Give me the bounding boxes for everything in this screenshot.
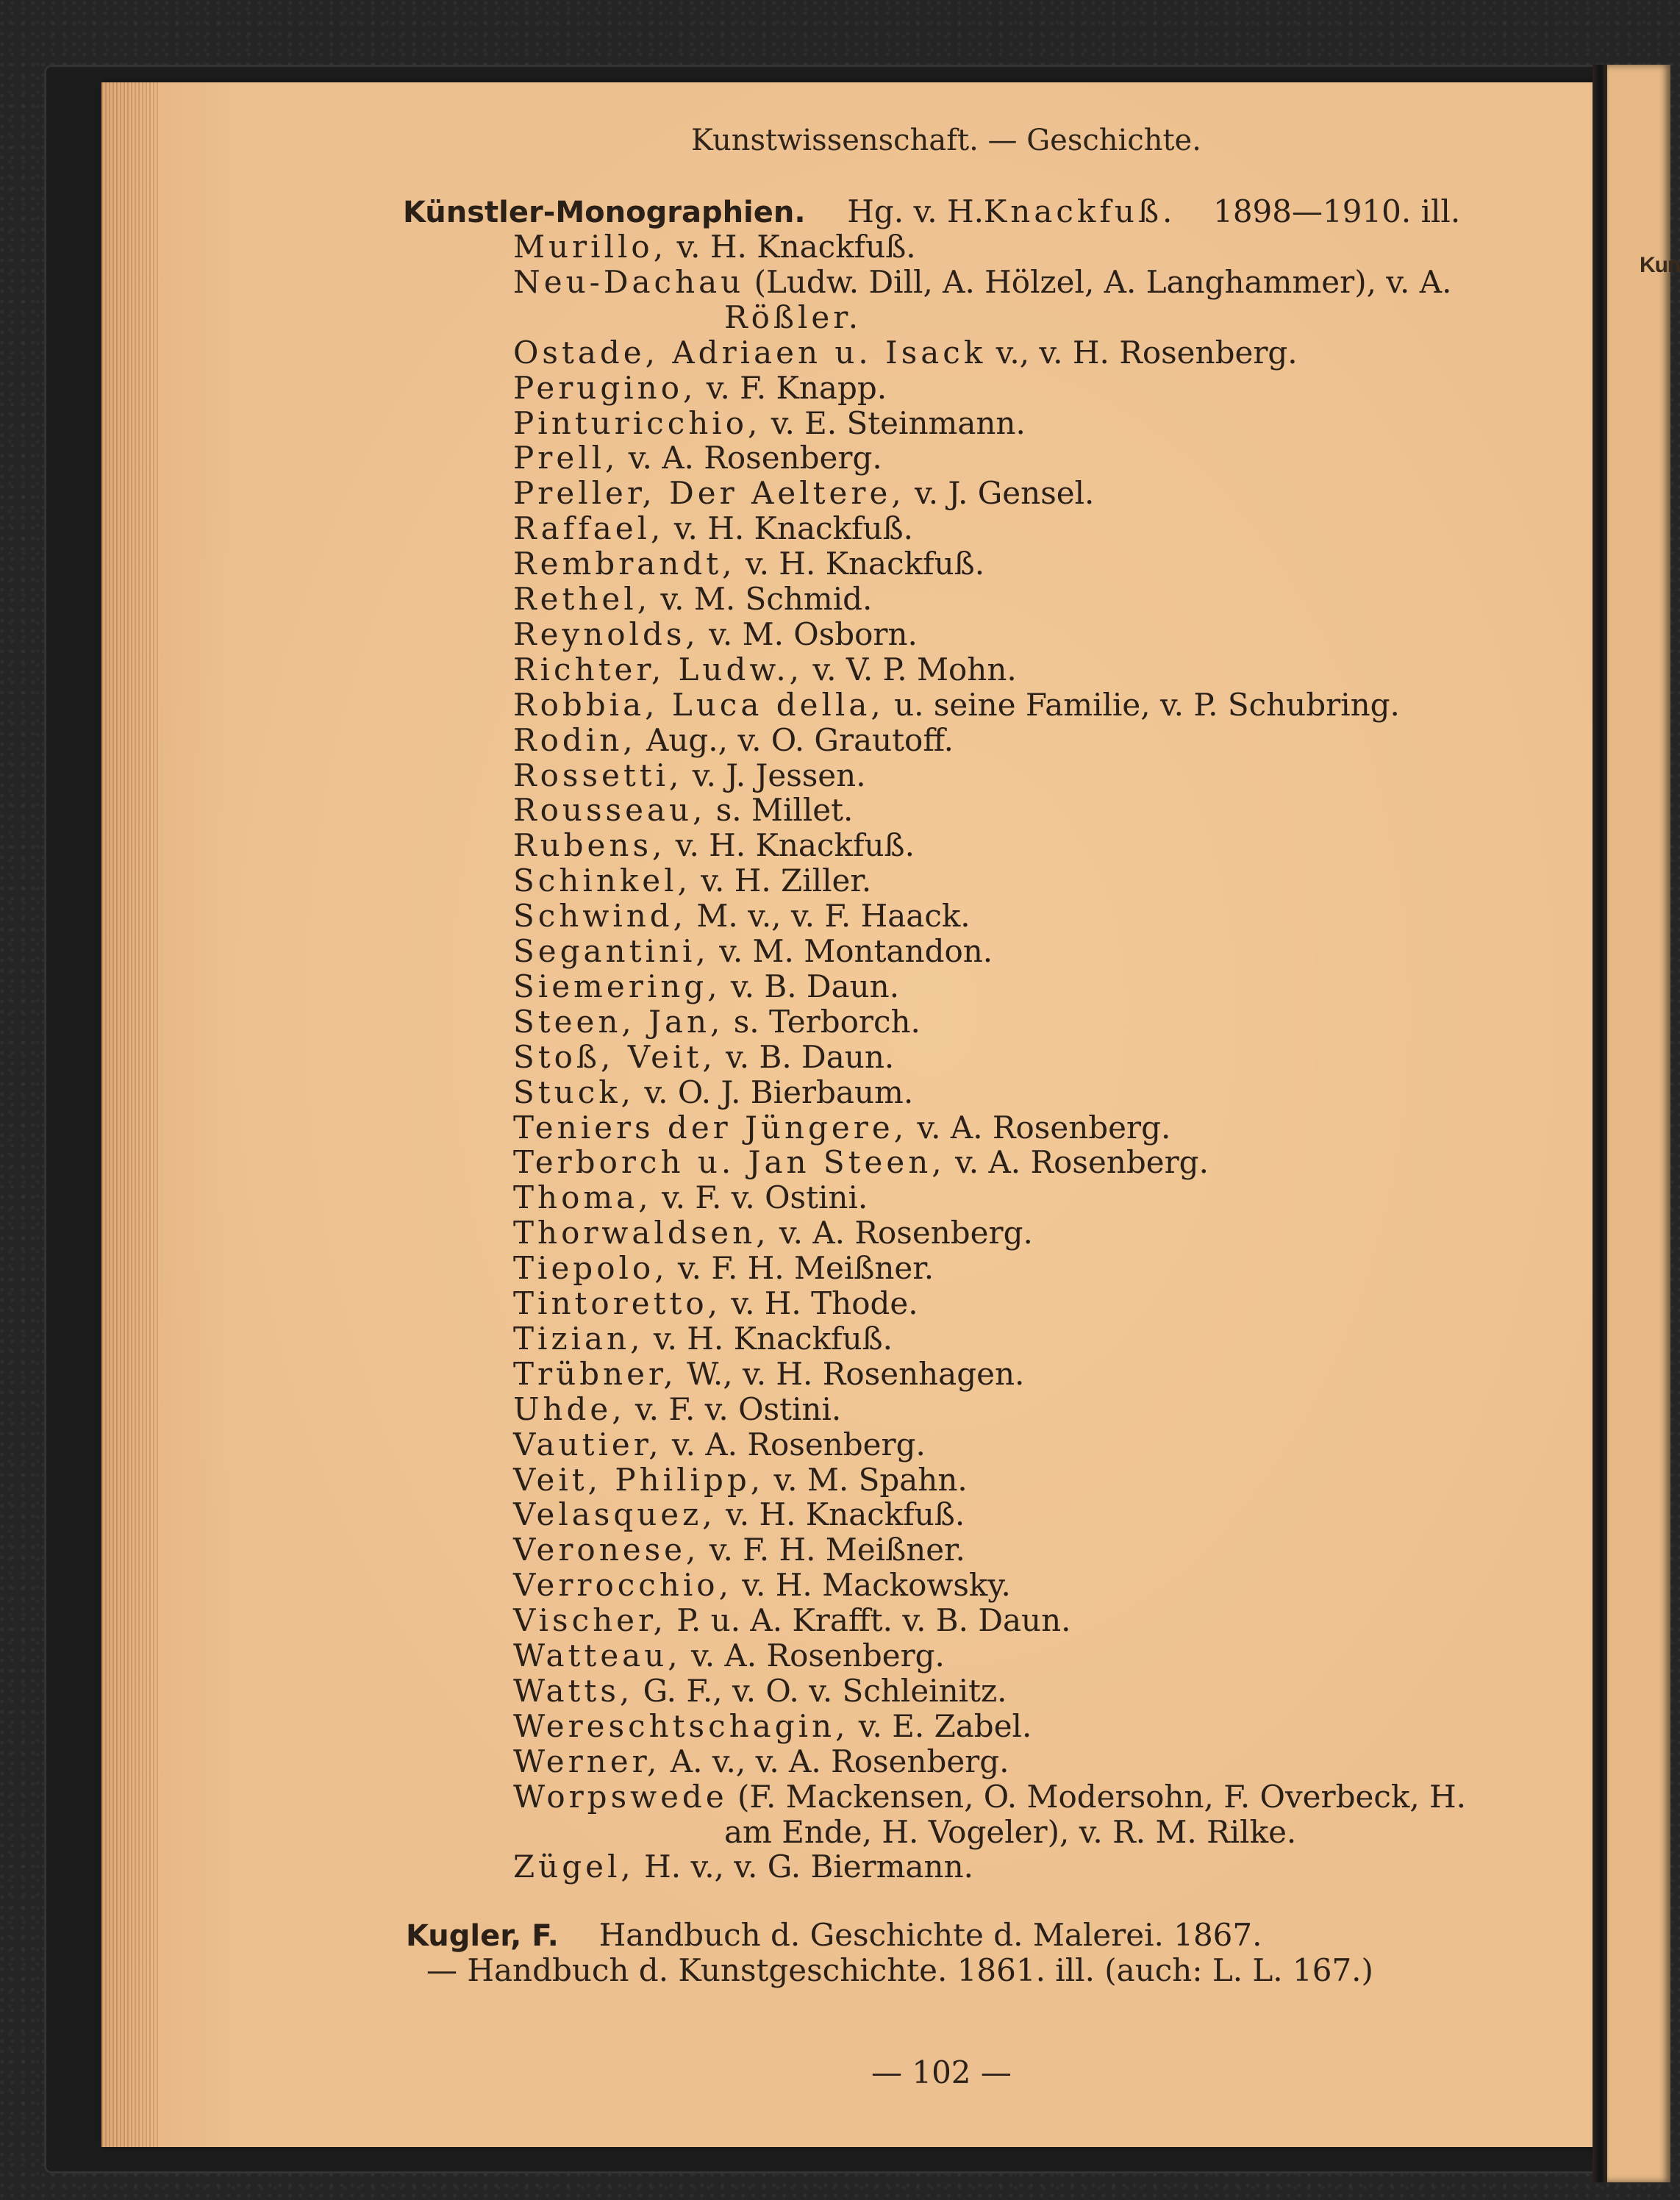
page-edges xyxy=(101,82,160,2147)
entry-author: v. B. Daun. xyxy=(730,968,900,1004)
entry-author: M. v., v. F. Haack. xyxy=(696,898,971,934)
entry-author: v. F. H. Meißner. xyxy=(677,1250,934,1286)
entry-artist: Veit, Philipp, xyxy=(513,1462,765,1498)
entry-author: v. J. Gensel. xyxy=(915,475,1095,511)
entry-artist: Rubens, xyxy=(513,827,666,863)
entry-artist: Schwind, xyxy=(513,898,687,934)
entry-artist: Velasquez, xyxy=(513,1496,716,1532)
list-item xyxy=(513,582,872,617)
entry-artist: Zügel, xyxy=(513,1849,635,1885)
entry-author: v. H. Knackfuß. xyxy=(745,546,985,582)
kugler-line-1 xyxy=(406,1918,1262,1954)
list-item xyxy=(513,1674,1007,1709)
list-item xyxy=(513,1638,945,1674)
entry-artist: Ostade, Adriaen u. Isack xyxy=(513,335,987,371)
list-item xyxy=(513,1251,934,1286)
entry-artist: Richter, Ludw., xyxy=(513,651,804,688)
list-item xyxy=(513,265,1451,300)
entry-artist: Rößler. xyxy=(724,299,862,335)
kugler-line-2: — Handbuch d. Kunstgeschichte. 1861. ill. (auch: L. L. 167.) xyxy=(426,1952,1373,1988)
entry-author: v. H. Knackfuß. xyxy=(675,827,915,863)
entry-artist: Verrocchio, xyxy=(513,1567,732,1603)
entry-artist: Tizian, xyxy=(513,1321,644,1357)
page-number: — 102 — xyxy=(871,2054,1012,2090)
entry-artist: Rodin, xyxy=(513,722,637,758)
list-item xyxy=(513,1497,965,1532)
kugler-title-1: Handbuch d. Geschichte d. Malerei. 1867. xyxy=(598,1917,1262,1953)
entry-artist: Pinturicchio, xyxy=(513,405,762,441)
entry-author: G. F., v. O. v. Schleinitz. xyxy=(643,1673,1007,1709)
list-item xyxy=(513,1744,1009,1779)
entry-author: v. B. Daun. xyxy=(726,1039,895,1075)
list-item xyxy=(513,1532,965,1568)
entry-author: v. A. Rosenberg. xyxy=(690,1638,945,1674)
entry-artist: Tiepolo, xyxy=(513,1250,668,1286)
entry-author: v. E. Steinmann. xyxy=(771,405,1026,441)
list-item xyxy=(513,652,1017,688)
entry-author: v. H. Knackfuß. xyxy=(673,510,913,546)
list-item xyxy=(513,1286,918,1321)
list-item xyxy=(513,828,915,863)
entry-artist: Robbia, Luca della, xyxy=(513,687,884,723)
list-item xyxy=(513,1462,968,1498)
entry-author: v. H. Mackowsky. xyxy=(742,1567,1011,1603)
entry-author: v. A. Rosenberg. xyxy=(628,440,882,476)
list-item xyxy=(513,899,971,934)
list-item xyxy=(513,1180,868,1215)
list-item xyxy=(513,1603,1071,1638)
entry-author: v. H. Knackfuß. xyxy=(676,229,916,265)
entry-artist: Thorwaldsen, xyxy=(513,1215,770,1251)
entry-author: v. H. Ziller. xyxy=(701,863,872,899)
entry-author: v. A. Rosenberg. xyxy=(917,1110,1171,1146)
entry-author: am Ende, H. Vogeler), v. R. M. Rilke. xyxy=(724,1814,1297,1850)
entry-artist: Prell, xyxy=(513,440,619,476)
list-item xyxy=(513,229,916,265)
entry-author: v. H. Knackfuß. xyxy=(653,1321,893,1357)
book-gutter xyxy=(1593,65,1609,2182)
entry-author: v. M. Montandon. xyxy=(719,933,993,969)
entry-artist: Terborch u. Jan Steen, xyxy=(513,1144,946,1180)
entry-author: v. M. Schmid. xyxy=(660,581,873,617)
list-item xyxy=(513,688,1400,723)
entry-artist: Tintoretto, xyxy=(513,1285,721,1321)
list-item xyxy=(513,1427,926,1462)
entry-author: v. H. Thode. xyxy=(731,1285,918,1321)
list-item xyxy=(513,1357,1024,1392)
section-heading-row xyxy=(403,194,1460,230)
entry-author: v., v. H. Rosenberg. xyxy=(996,335,1298,371)
entry-author: (Ludw. Dill, A. Hölzel, A. Langhammer), v. A. xyxy=(754,264,1452,300)
entry-artist: Vautier, xyxy=(513,1426,662,1462)
entry-author: u. seine Familie, v. P. Schubring. xyxy=(894,687,1400,723)
entry-artist: Stoß, Veit, xyxy=(513,1039,716,1075)
entry-artist: Teniers der Jüngere, xyxy=(513,1110,908,1146)
entry-artist: Werner, xyxy=(513,1743,661,1779)
entry-artist: Raffael, xyxy=(513,510,665,546)
list-item xyxy=(513,1568,1011,1603)
entry-artist: Siemering, xyxy=(513,968,721,1004)
section-heading: Künstler-Monographien. xyxy=(403,196,806,229)
entry-artist: Trübner, xyxy=(513,1356,677,1392)
entry-author: v. O. J. Bierbaum. xyxy=(644,1074,914,1110)
running-header: Kunstwissenschaft. — Geschichte. xyxy=(691,124,1201,157)
entry-artist: Uhde, xyxy=(513,1391,626,1427)
list-item xyxy=(513,793,853,828)
entry-author: v. E. Zabel. xyxy=(858,1708,1032,1744)
entry-author: s. Terborch. xyxy=(733,1004,921,1040)
entry-author: Aug., v. O. Grautoff. xyxy=(646,722,954,758)
entry-artist: Vischer, xyxy=(513,1602,667,1638)
list-item xyxy=(513,440,882,476)
list-item xyxy=(513,1709,1032,1744)
kugler-heading: Kugler, F. xyxy=(406,1919,559,1953)
entry-author: v. A. Rosenberg. xyxy=(671,1426,926,1462)
list-item xyxy=(513,335,1298,371)
entry-author: v. F. v. Ostini. xyxy=(661,1179,868,1215)
heading-editor-name: Knackfuß. xyxy=(983,193,1176,229)
list-item xyxy=(513,511,913,546)
entry-author: P. u. A. Krafft. v. B. Daun. xyxy=(676,1602,1071,1638)
entry-author: A. v., v. A. Rosenberg. xyxy=(670,1743,1009,1779)
list-item xyxy=(513,406,1026,441)
list-item xyxy=(513,371,887,406)
entry-artist: Wereschtschagin, xyxy=(513,1708,849,1744)
entry-author: H. v., v. G. Biermann. xyxy=(644,1849,973,1885)
entry-author: v. V. P. Mohn. xyxy=(812,651,1017,688)
entry-author: v. A. Rosenberg. xyxy=(955,1144,1209,1180)
list-item xyxy=(513,1110,1170,1146)
list-item xyxy=(724,300,862,335)
list-item xyxy=(513,1215,1033,1251)
heading-editor: Hg. v. H. xyxy=(847,193,984,229)
entry-artist: Watts, xyxy=(513,1673,634,1709)
entry-author: (F. Mackensen, O. Modersohn, F. Overbeck, H. xyxy=(737,1779,1467,1815)
list-item xyxy=(513,617,918,652)
entry-artist: Preller, Der Aeltere, xyxy=(513,475,905,511)
entry-author: v. H. Knackfuß. xyxy=(726,1496,965,1532)
entry-artist: Stuck, xyxy=(513,1074,635,1110)
entry-author: v. F. v. Ostini. xyxy=(635,1391,842,1427)
entry-author: v. M. Spahn. xyxy=(773,1462,968,1498)
facing-page xyxy=(1607,65,1680,2182)
entry-artist: Thoma, xyxy=(513,1179,652,1215)
entry-artist: Rousseau, xyxy=(513,792,707,828)
entry-author: v. A. Rosenberg. xyxy=(779,1215,1033,1251)
list-item xyxy=(513,863,871,899)
list-item xyxy=(513,546,984,582)
heading-years: 1898—1910. ill. xyxy=(1213,193,1461,229)
entry-artist: Veronese, xyxy=(513,1532,700,1568)
facing-page-text: Kun xyxy=(1640,253,1680,277)
entry-artist: Rembrandt, xyxy=(513,546,736,582)
entry-artist: Murillo, xyxy=(513,229,668,265)
entry-artist: Rethel, xyxy=(513,581,651,617)
entry-author: v. J. Jessen. xyxy=(692,757,866,793)
list-item xyxy=(513,1040,894,1075)
entry-artist: Worpswede xyxy=(513,1779,728,1815)
entry-author: W., v. H. Rosenhagen. xyxy=(687,1356,1025,1392)
list-item xyxy=(513,476,1094,511)
list-item xyxy=(513,1779,1466,1815)
entry-artist: Steen, Jan, xyxy=(513,1004,724,1040)
list-item xyxy=(513,969,899,1004)
entry-artist: Schinkel, xyxy=(513,863,691,899)
entry-artist: Rossetti, xyxy=(513,757,683,793)
entry-artist: Watteau, xyxy=(513,1638,682,1674)
entry-author: v. F. Knapp. xyxy=(706,370,887,406)
list-item xyxy=(513,1849,973,1885)
list-item xyxy=(513,723,954,758)
list-item xyxy=(513,1392,841,1427)
entry-artist: Neu-Dachau xyxy=(513,264,745,300)
entry-author: v. M. Osborn. xyxy=(709,616,918,652)
entry-artist: Perugino, xyxy=(513,370,697,406)
list-item xyxy=(724,1815,1296,1850)
list-item xyxy=(513,1004,921,1040)
entry-author: v. F. H. Meißner. xyxy=(709,1532,965,1568)
list-item xyxy=(513,934,993,969)
entry-artist: Segantini, xyxy=(513,933,709,969)
list-item xyxy=(513,758,866,793)
entry-artist: Reynolds, xyxy=(513,616,699,652)
list-item xyxy=(513,1321,893,1357)
entry-author: s. Millet. xyxy=(715,792,854,828)
list-item xyxy=(513,1075,913,1110)
list-item xyxy=(513,1145,1209,1180)
